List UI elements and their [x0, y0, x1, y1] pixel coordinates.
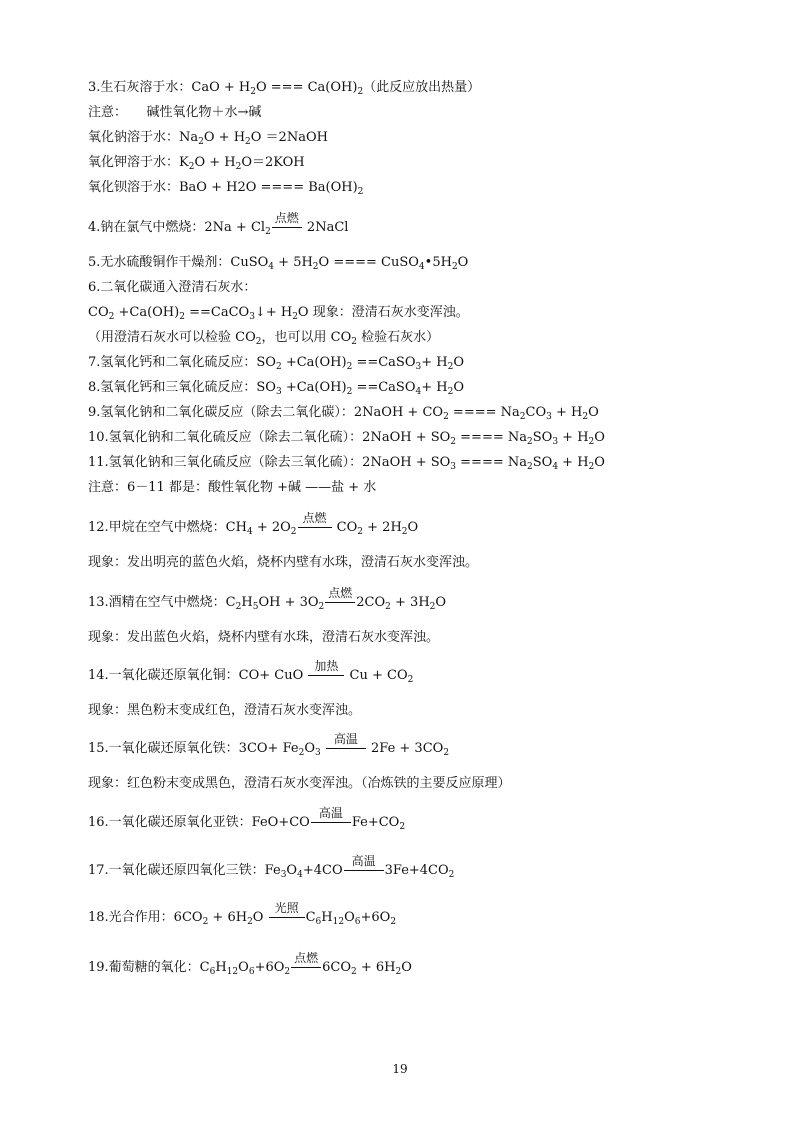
- subscript: 2: [198, 137, 204, 147]
- subscript: 2: [519, 412, 526, 422]
- subscript: 2: [588, 437, 595, 447]
- subscript: 2: [448, 870, 455, 880]
- reaction-condition-arrow: [268, 901, 306, 926]
- subscript: 2: [450, 437, 457, 447]
- subscript: 2: [357, 87, 364, 97]
- text-line-l11n: 注意：6－11 都是：酸性氧化物 +碱 ——盐 + 水: [88, 480, 377, 495]
- subscript: 2: [318, 602, 325, 612]
- reaction-condition-arrow: [324, 586, 356, 611]
- subscript: 4: [246, 527, 253, 537]
- reaction-condition-label: 点燃: [294, 951, 319, 965]
- subscript: 2: [351, 967, 357, 977]
- subscript: 12: [226, 967, 239, 977]
- subscript: 3: [415, 362, 422, 372]
- subscript: 2: [443, 412, 449, 422]
- reaction-condition-label: 高温: [333, 732, 358, 746]
- text-line-l6: 6.二氧化碳通入澄清石灰水：: [88, 280, 257, 295]
- subscript: 5: [252, 602, 259, 612]
- subscript: 2: [188, 162, 195, 172]
- reaction-condition-label: 高温: [351, 854, 376, 868]
- subscript: 2: [284, 967, 291, 977]
- text-line-l14: 14.一氧化碳还原氧化铜：CO+ CuO 加热 $Cu + CO_2$: [88, 659, 414, 685]
- text-line-l19: 19.葡萄糖的氧化：$C_6H_{12}O_6+6O_2$ 点燃 $6CO_2 + 6H_2O$: [88, 951, 412, 977]
- reaction-condition-label: 点燃: [328, 586, 353, 600]
- page-number: 19: [392, 1062, 408, 1076]
- subscript: 3: [552, 437, 559, 447]
- text-line-l3n: 注意： 碱性氧化物＋水→碱: [88, 105, 262, 120]
- text-line-l5: 5.无水硫酸铜作干燥剂：CuSO$_4$ + $5H_2O$ ==== $CuSO_4•5H_2O$: [88, 255, 469, 272]
- text-line-l15p: 现象：红色粉末变成黑色，澄清石灰水变浑浊。（冶炼铁的主要反应原理）: [88, 776, 511, 791]
- text-line-l3b: 氧化钾溶于水：$K_2O + H_2O=2KOH$: [88, 155, 305, 172]
- text-line-l17: 17.一氧化碳还原四氧化三铁：$Fe_3O_4+4CO$ 高温 $3Fe+4CO_2$: [88, 854, 455, 880]
- subscript: 3: [249, 312, 255, 322]
- reaction-condition-arrow: [297, 511, 333, 536]
- subscript: 2: [250, 87, 256, 97]
- text-line-l12p: 现象：发出明亮的蓝色火焰，烧杯内壁有水珠，澄清石灰水变浑浊。: [88, 555, 479, 570]
- subscript: 2: [407, 675, 414, 685]
- text-line-l12: 12.甲烷在空气中燃烧：$CH_4 + 2O_2$ 点燃 $CO_2 + 2H_2O$: [88, 511, 419, 537]
- subscript: 3: [546, 412, 552, 422]
- reaction-condition-arrow: [343, 854, 385, 879]
- subscript: 6: [248, 967, 255, 977]
- subscript: 2: [527, 462, 533, 472]
- reaction-condition-label: 光照: [274, 901, 299, 915]
- text-line-l16: 16.一氧化碳还原氧化亚铁：FeO+CO 高温 $Fe+CO_2$: [88, 806, 406, 832]
- subscript: 4: [415, 387, 422, 397]
- subscript: 2: [357, 187, 364, 197]
- subscript: 6: [315, 917, 322, 927]
- subscript: 4: [418, 262, 425, 272]
- subscript: 2: [399, 822, 406, 832]
- text-line-l4: 4.钠在氯气中燃烧：$2Na + Cl_2$ 点燃 2NaCl: [88, 211, 349, 237]
- subscript: 2: [255, 337, 262, 347]
- text-line-l6b: （用澄清石灰水可以检验 $CO_2$，也可以用 $CO_2$ 检验石灰水）: [88, 330, 440, 347]
- subscript: 2: [451, 262, 458, 272]
- subscript: 2: [346, 362, 353, 372]
- subscript: 12: [332, 917, 345, 927]
- subscript: 3: [450, 462, 457, 472]
- subscript: 2: [351, 337, 357, 347]
- subscript: 6: [354, 917, 361, 927]
- subscript: 2: [447, 362, 454, 372]
- text-line-l8: 8.氢氧化钙和三氧化硫反应：$SO_3 +Ca(OH)_2$ ==CaSO$_4$+ $H_2O$: [88, 380, 465, 397]
- text-line-l15: 15.一氧化碳还原氧化铁：$3CO+ Fe_2O_3$ 高温 $2Fe + 3CO_2$: [88, 732, 450, 758]
- subscript: 2: [346, 387, 353, 397]
- text-line-l18: 18.光合作用：$6CO_2 + 6H_2O$ 光照 $C_6H_{12}O_6+6O_2$: [88, 901, 397, 927]
- subscript: 2: [292, 312, 298, 322]
- subscript: 2: [395, 967, 402, 977]
- subscript: 2: [235, 162, 242, 172]
- subscript: 2: [290, 527, 297, 537]
- text-line-l6a: $CO_2 +Ca(OH)_2$ ==CaCO$_3$↓+ $H_2O$ 现象：澄清石灰水变浑浊。: [88, 305, 469, 322]
- subscript: 2: [385, 602, 391, 612]
- subscript: 3: [275, 387, 282, 397]
- reaction-condition-arrow: [307, 659, 345, 684]
- subscript: 2: [582, 412, 589, 422]
- subscript: 2: [429, 602, 436, 612]
- subscript: 3: [314, 748, 321, 758]
- text-line-l13: 13.酒精在空气中燃烧：$C_2H_5OH + 3O_2$ 点燃 $2CO_2 + 3H_2O$: [88, 586, 447, 612]
- reaction-condition-label: 加热: [314, 659, 339, 673]
- text-line-l14p: 现象：黑色粉末变成红色，澄清石灰水变浑浊。: [88, 703, 362, 718]
- subscript: 2: [235, 602, 242, 612]
- subscript: 4: [297, 870, 303, 880]
- subscript: 2: [401, 527, 408, 537]
- subscript: 2: [390, 917, 397, 927]
- subscript: 2: [202, 917, 209, 927]
- subscript: 2: [265, 227, 271, 237]
- subscript: 2: [527, 437, 533, 447]
- subscript: 2: [447, 387, 454, 397]
- reaction-condition-label: 点燃: [274, 211, 299, 225]
- text-line-l7: 7.氢氧化钙和二氧化硫反应：$SO_2 +Ca(OH)_2$ ==CaSO$_3$+ $H_2O$: [88, 355, 465, 372]
- text-line-l3a: 氧化钠溶于水：$Na_2O + H_2O$ ＝2NaOH: [88, 130, 328, 147]
- reaction-condition-arrow: [310, 806, 352, 831]
- reaction-condition-label: 高温: [318, 806, 343, 820]
- reaction-condition-label: 点燃: [302, 511, 327, 525]
- subscript: 2: [108, 312, 115, 322]
- subscript: 2: [247, 917, 253, 927]
- text-line-l10: 10.氢氧化钠和二氧化硫反应（除去二氧化硫）：2NaOH + $SO_2$ ==== $Na_2SO_3 + H_2O$: [88, 430, 605, 447]
- subscript: 6: [209, 967, 216, 977]
- reaction-condition-arrow: [271, 211, 303, 236]
- subscript: 2: [179, 312, 185, 322]
- subscript: 2: [312, 262, 319, 272]
- text-line-l13p: 现象：发出蓝色火焰，烧杯内壁有水珠，澄清石灰水变浑浊。: [88, 630, 440, 645]
- subscript: 2: [443, 748, 450, 758]
- subscript: 2: [357, 527, 364, 537]
- subscript: 4: [552, 462, 559, 472]
- text-line-l3: 3.生石灰溶于水：CaO + $H_2O$ === $Ca(OH)_2$（此反应放出热量）: [88, 80, 481, 97]
- subscript: 2: [275, 362, 282, 372]
- subscript: 3: [280, 870, 287, 880]
- reaction-condition-arrow: [290, 951, 322, 976]
- text-line-l9: 9.氢氧化钠和二氧化碳反应（除去二氧化碳）：2NaOH + $CO_2$ ==== $Na_2CO_3 + H_2O$: [88, 405, 599, 422]
- subscript: 2: [298, 748, 305, 758]
- text-line-l11: 11.氢氧化钠和三氧化硫反应（除去三氧化硫）：2NaOH + $SO_3$ ==== $Na_2SO_4 + H_2O$: [88, 455, 605, 472]
- reaction-condition-arrow: [325, 732, 367, 757]
- subscript: 4: [268, 262, 275, 272]
- text-line-l3c: 氧化钡溶于水：BaO + H2O ==== $Ba(OH)_2$: [88, 180, 364, 197]
- subscript: 2: [588, 462, 595, 472]
- subscript: 2: [245, 137, 251, 147]
